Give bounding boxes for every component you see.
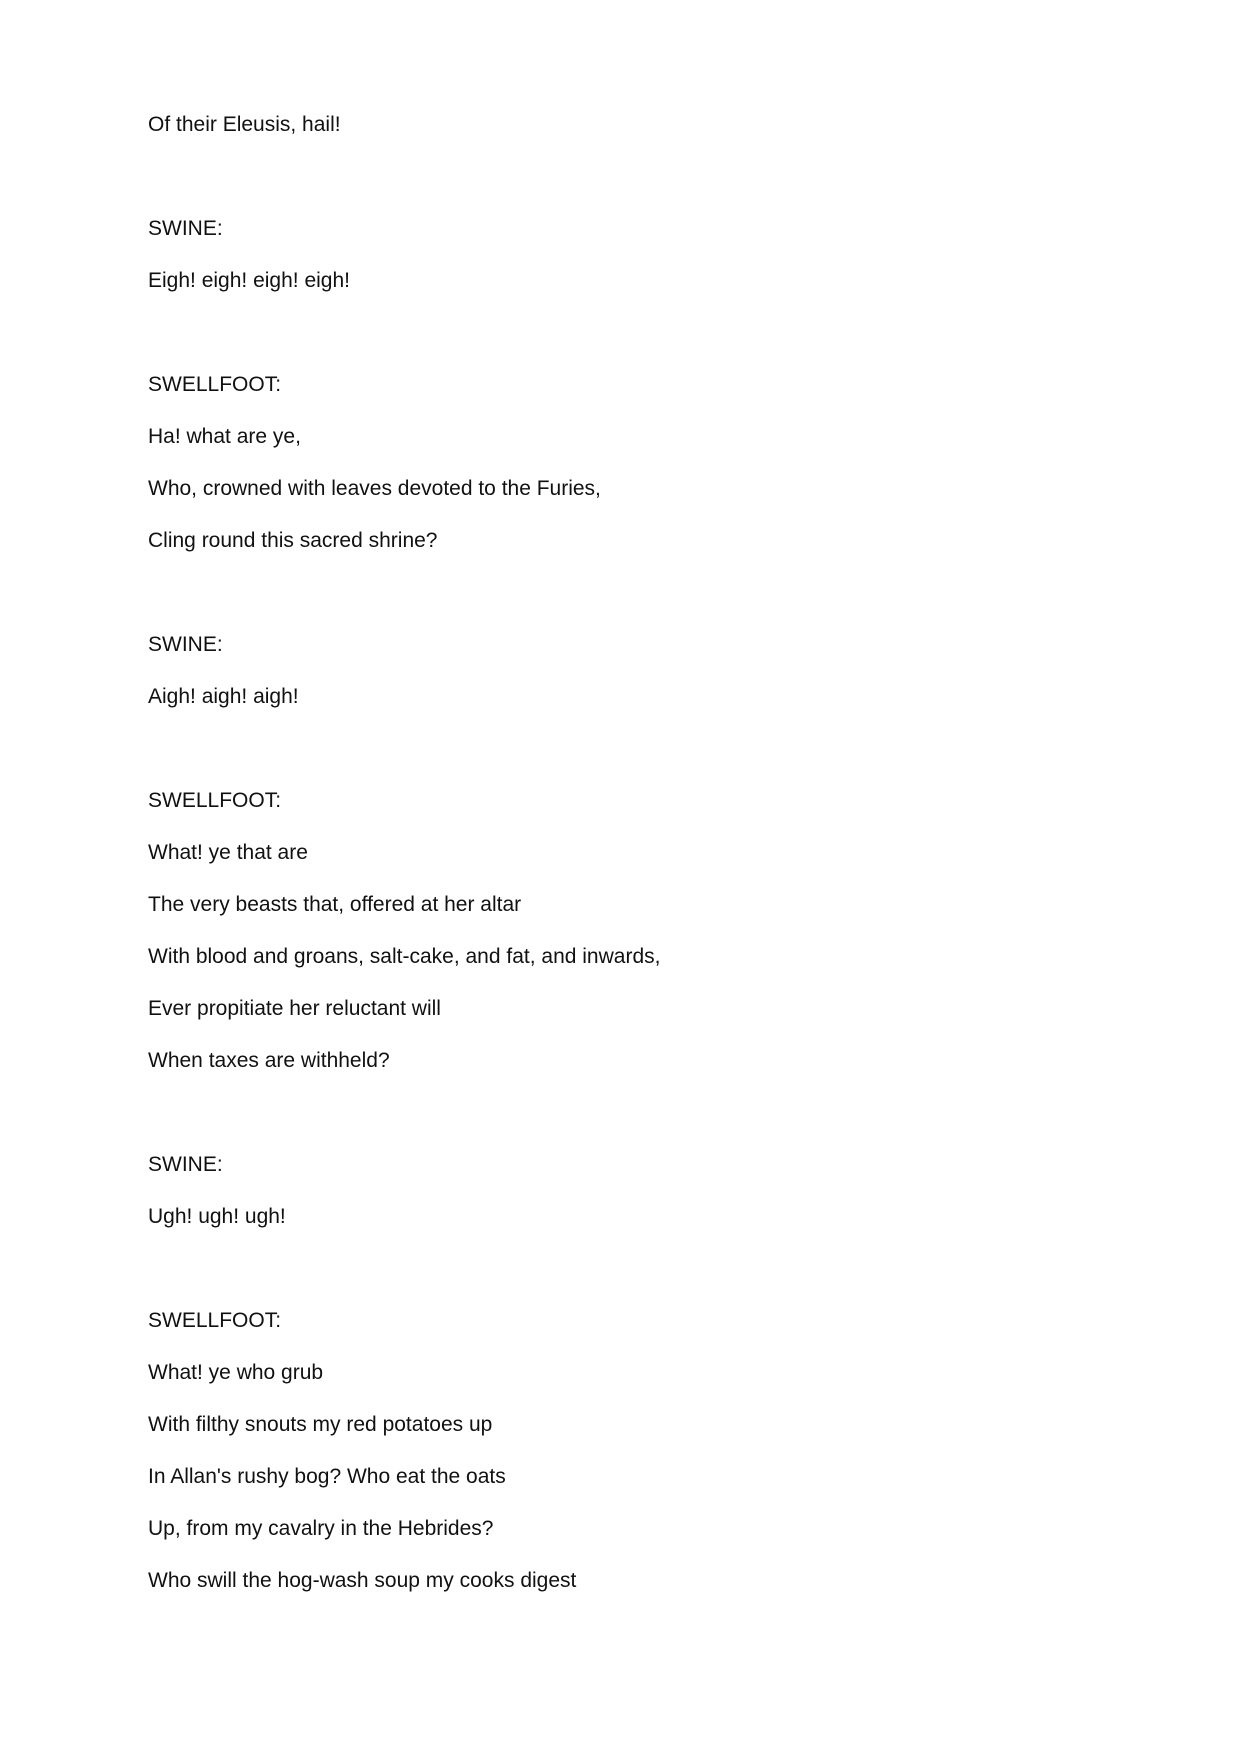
verse-line: Eigh! eigh! eigh! eigh! <box>148 269 350 292</box>
verse-line: In Allan's rushy bog? Who eat the oats <box>148 1465 506 1488</box>
verse-line: Aigh! aigh! aigh! <box>148 685 299 708</box>
verse-line: Up, from my cavalry in the Hebrides? <box>148 1517 494 1540</box>
speaker-label: SWINE: <box>148 1153 223 1176</box>
speaker-label: SWELLFOOT: <box>148 373 282 396</box>
verse-line: Ha! what are ye, <box>148 425 301 448</box>
speaker-label: SWELLFOOT: <box>148 1309 282 1332</box>
verse-line: What! ye that are <box>148 841 308 864</box>
verse-line: With filthy snouts my red potatoes up <box>148 1413 493 1436</box>
verse-line: The very beasts that, offered at her altar <box>148 893 522 916</box>
verse-line: When taxes are withheld? <box>148 1049 390 1072</box>
speaker-label: SWINE: <box>148 217 223 240</box>
verse-line: Of their Eleusis, hail! <box>148 113 341 136</box>
verse-line: Ever propitiate her reluctant will <box>148 997 441 1020</box>
verse-line: Cling round this sacred shrine? <box>148 529 438 552</box>
verse-line: With blood and groans, salt-cake, and fat, and inwards, <box>148 945 661 968</box>
verse-line: What! ye who grub <box>148 1361 324 1384</box>
verse-line: Who swill the hog-wash soup my cooks digest <box>148 1569 577 1592</box>
verse-line: Ugh! ugh! ugh! <box>148 1205 286 1228</box>
speaker-label: SWINE: <box>148 633 223 656</box>
verse-line: Who, crowned with leaves devoted to the Furies, <box>148 477 601 500</box>
speaker-label: SWELLFOOT: <box>148 789 282 812</box>
